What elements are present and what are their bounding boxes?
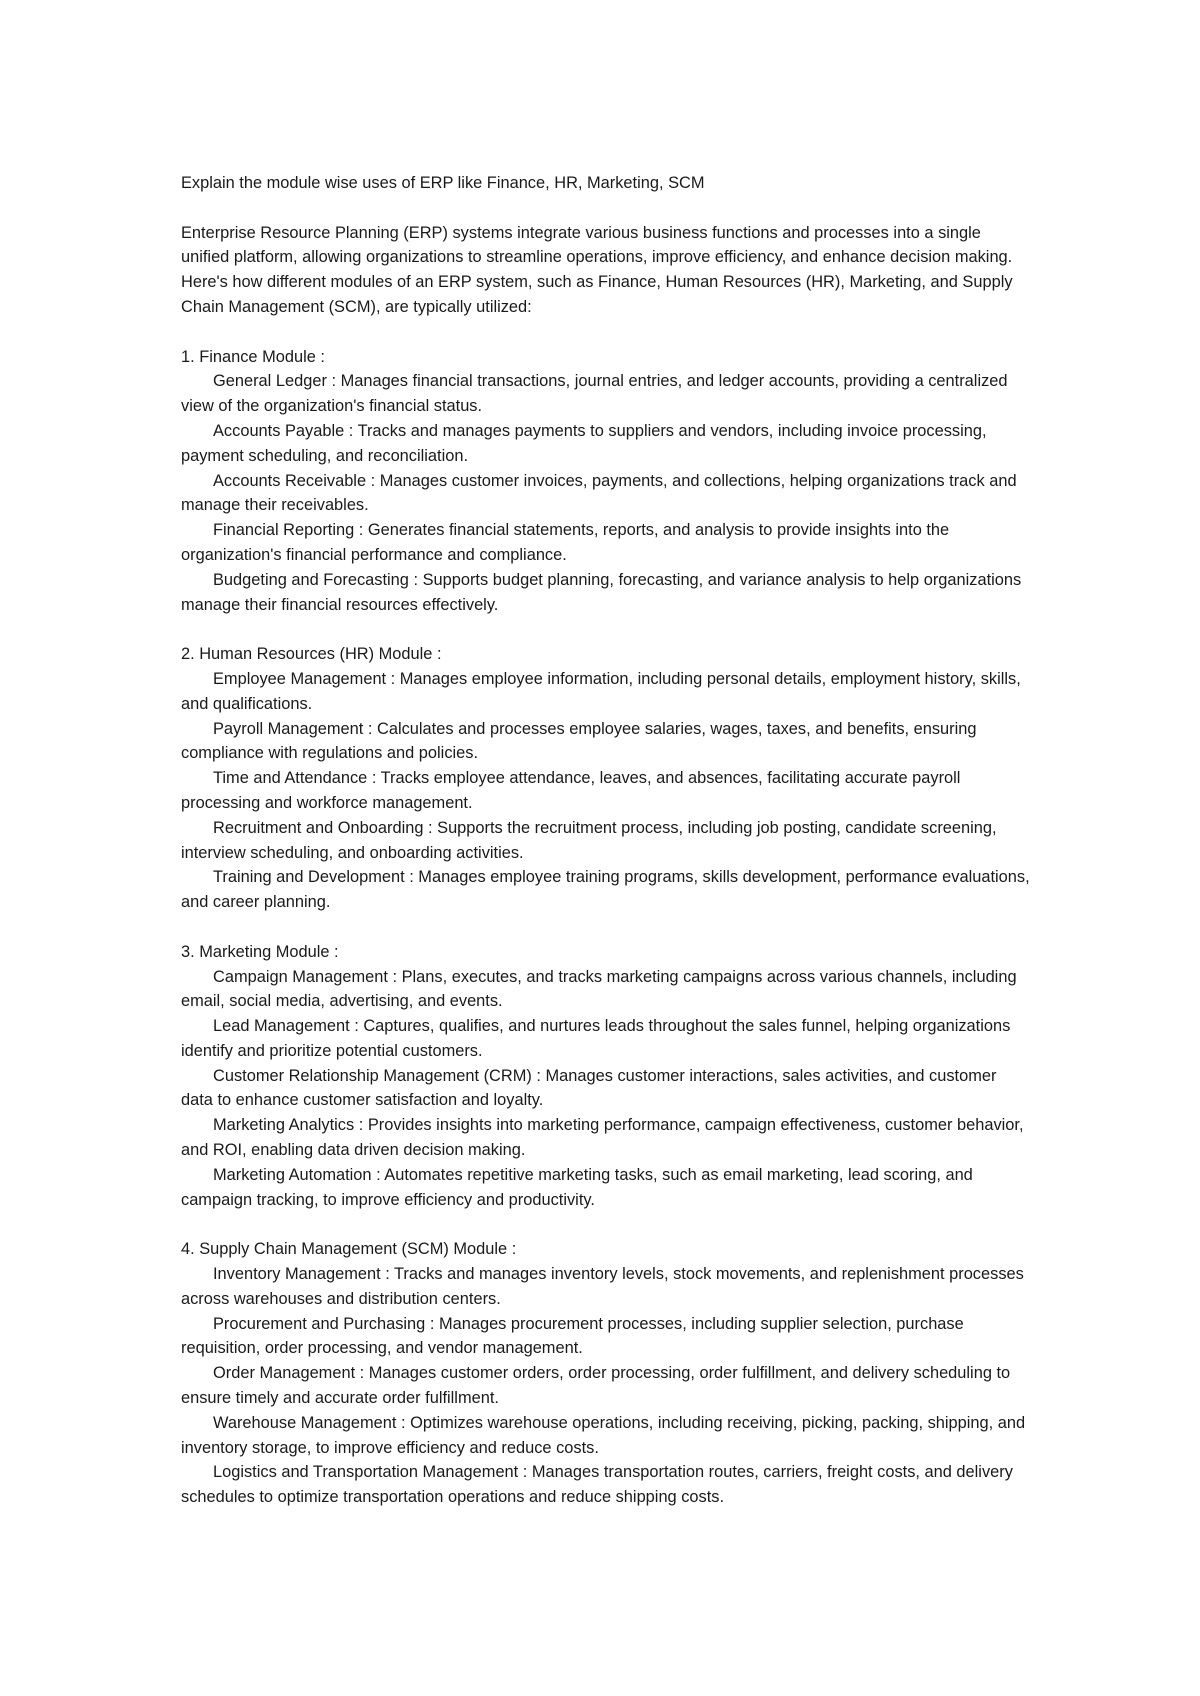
module-heading: 2. Human Resources (HR) Module :: [181, 645, 442, 664]
intro-paragraph: Enterprise Resource Planning (ERP) systems integrate various business functions and processes into a single unified platform, allowing organizations to streamline operations, improve efficiency, and enhance decision making. Here's how different modules of an ERP system, such as Finance, Human Resources (HR), Marketing, and Supply Chain Management (SCM), are typically utilized:: [181, 223, 1013, 316]
module-section-hr: [181, 642, 1031, 915]
module-item: Accounts Payable : Tracks and manages payments to suppliers and vendors, including invoice processing, payment scheduling, and reconciliation.: [181, 421, 987, 465]
module-item: Payroll Management : Calculates and processes employee salaries, wages, taxes, and benefits, ensuring compliance with regulations and policies.: [181, 719, 977, 763]
module-section-marketing: [181, 940, 1031, 1213]
module-section-scm: [181, 1237, 1031, 1510]
module-item: Logistics and Transportation Management : Manages transportation routes, carriers, freight costs, and delivery schedules to optimize transportation operations and reduce shipping costs.: [181, 1463, 1013, 1507]
module-heading: 1. Finance Module :: [181, 347, 325, 366]
module-item: Order Management : Manages customer orders, order processing, order fulfillment, and delivery scheduling to ensure timely and accurate order fulfillment.: [181, 1364, 1011, 1408]
module-item: General Ledger : Manages financial transactions, journal entries, and ledger accounts, providing a centralized view of the organization's financial status.: [181, 372, 1008, 416]
module-item: Lead Management : Captures, qualifies, and nurtures leads throughout the sales funnel, helping organizations identify and prioritize potential customers.: [181, 1017, 1011, 1060]
module-item: Financial Reporting : Generates financial statements, reports, and analysis to provide insights into the organization's financial performance and compliance.: [181, 521, 950, 564]
module-item: Accounts Receivable : Manages customer invoices, payments, and collections, helping organizations track and manage their receivables.: [181, 471, 1017, 515]
module-item: Campaign Management : Plans, executes, and tracks marketing campaigns across various channels, including email, social media, advertising, and events.: [181, 967, 1017, 1011]
module-item: Time and Attendance : Tracks employee attendance, leaves, and absences, facilitating accurate payroll processing and workforce management.: [181, 769, 961, 812]
module-item: Budgeting and Forecasting : Supports budget planning, forecasting, and variance analysis to help organizations manage their financial resources effectively.: [181, 570, 1022, 614]
document-body: [181, 171, 1031, 1510]
module-item: Training and Development : Manages employee training programs, skills development, performance evaluations, and career planning.: [181, 868, 1030, 912]
module-heading: 3. Marketing Module :: [181, 942, 339, 961]
module-item: Recruitment and Onboarding : Supports the recruitment process, including job posting, candidate screening, interview scheduling, and onboarding activities.: [181, 818, 997, 862]
module-item: Marketing Analytics : Provides insights into marketing performance, campaign effectiveness, customer behavior, and ROI, enabling data driven decision making.: [181, 1116, 1024, 1160]
module-item: Inventory Management : Tracks and manages inventory levels, stock movements, and replenishment processes across warehouses and distribution centers.: [181, 1265, 1024, 1308]
module-item: Warehouse Management : Optimizes warehouse operations, including receiving, picking, packing, shipping, and inventory storage, to improve efficiency and reduce costs.: [181, 1413, 1026, 1457]
document-title: Explain the module wise uses of ERP like Finance, HR, Marketing, SCM: [181, 174, 705, 192]
module-heading: 4. Supply Chain Management (SCM) Module :: [181, 1240, 517, 1259]
module-item: Employee Management : Manages employee information, including personal details, employment history, skills, and qualifications.: [181, 669, 1021, 713]
module-item: Marketing Automation : Automates repetitive marketing tasks, such as email marketing, lead scoring, and campaign tracking, to improve efficiency and productivity.: [181, 1165, 973, 1209]
module-item: Customer Relationship Management (CRM) : Manages customer interactions, sales activities, and customer data to enhance customer satisfaction and loyalty.: [181, 1066, 997, 1110]
module-item: Procurement and Purchasing : Manages procurement processes, including supplier selection, purchase requisition, order processing, and vendor management.: [181, 1314, 964, 1358]
module-section-finance: [181, 345, 1031, 618]
